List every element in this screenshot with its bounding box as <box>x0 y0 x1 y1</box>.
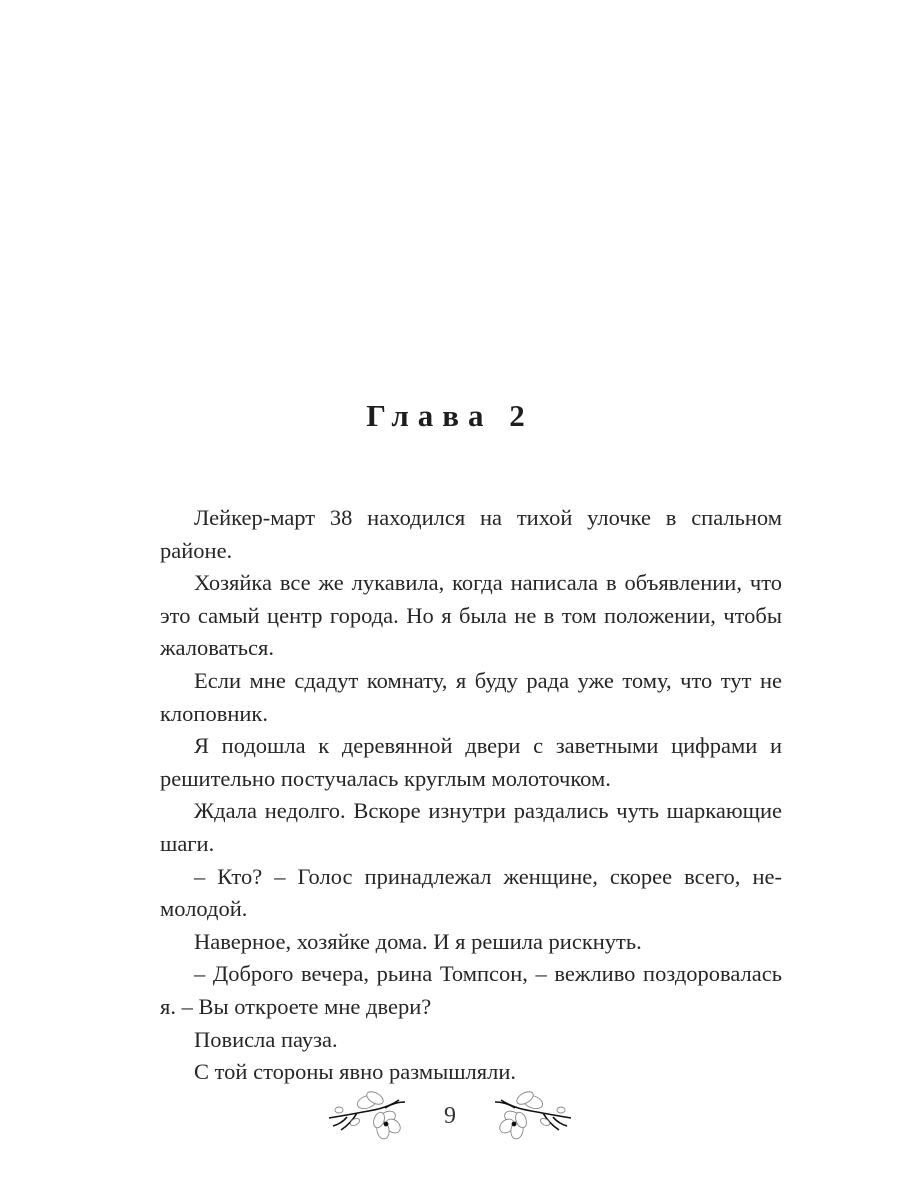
paragraph: Лейкер-март 38 находился на тихой улочке в спальном районе. <box>160 505 782 563</box>
magnolia-branch-icon <box>327 1088 411 1144</box>
body-text <box>160 502 782 1089</box>
paragraph: Повисла пауза. <box>194 1026 338 1052</box>
paragraph: – Кто? – Голос принадлежал женщине, скорее всего, немолодой. <box>160 863 782 922</box>
paragraph: Я подошла к деревянной двери с заветными цифрами и решительно постучалась круглым молоточком. <box>160 733 782 791</box>
paragraph: С той стороны явно размышляли. <box>194 1059 516 1085</box>
page-footer <box>0 1086 900 1146</box>
paragraph: Если мне сдадут комнату, я буду рада уже тому, что тут не клоповник. <box>160 667 782 726</box>
magnolia-branch-icon <box>489 1088 573 1144</box>
paragraph: Ждала недолго. Вскоре изнутри раздались чуть шаркающие шаги. <box>160 798 782 856</box>
paragraph: Наверное, хозяйке дома. И я решила рискнуть. <box>194 928 642 954</box>
paragraph: Хозяйка все же лукавила, когда написала в объявлении, что это самый центр города. Но я была не в том положении, чтобы жаловаться. <box>160 570 782 661</box>
chapter-title: Глава 2 <box>366 398 534 433</box>
paragraph: – Доброго вечера, рьина Томпсон, – вежливо поздоровалась я. – Вы откроете мне двери? <box>160 961 782 1019</box>
page-number: 9 <box>444 1102 456 1129</box>
